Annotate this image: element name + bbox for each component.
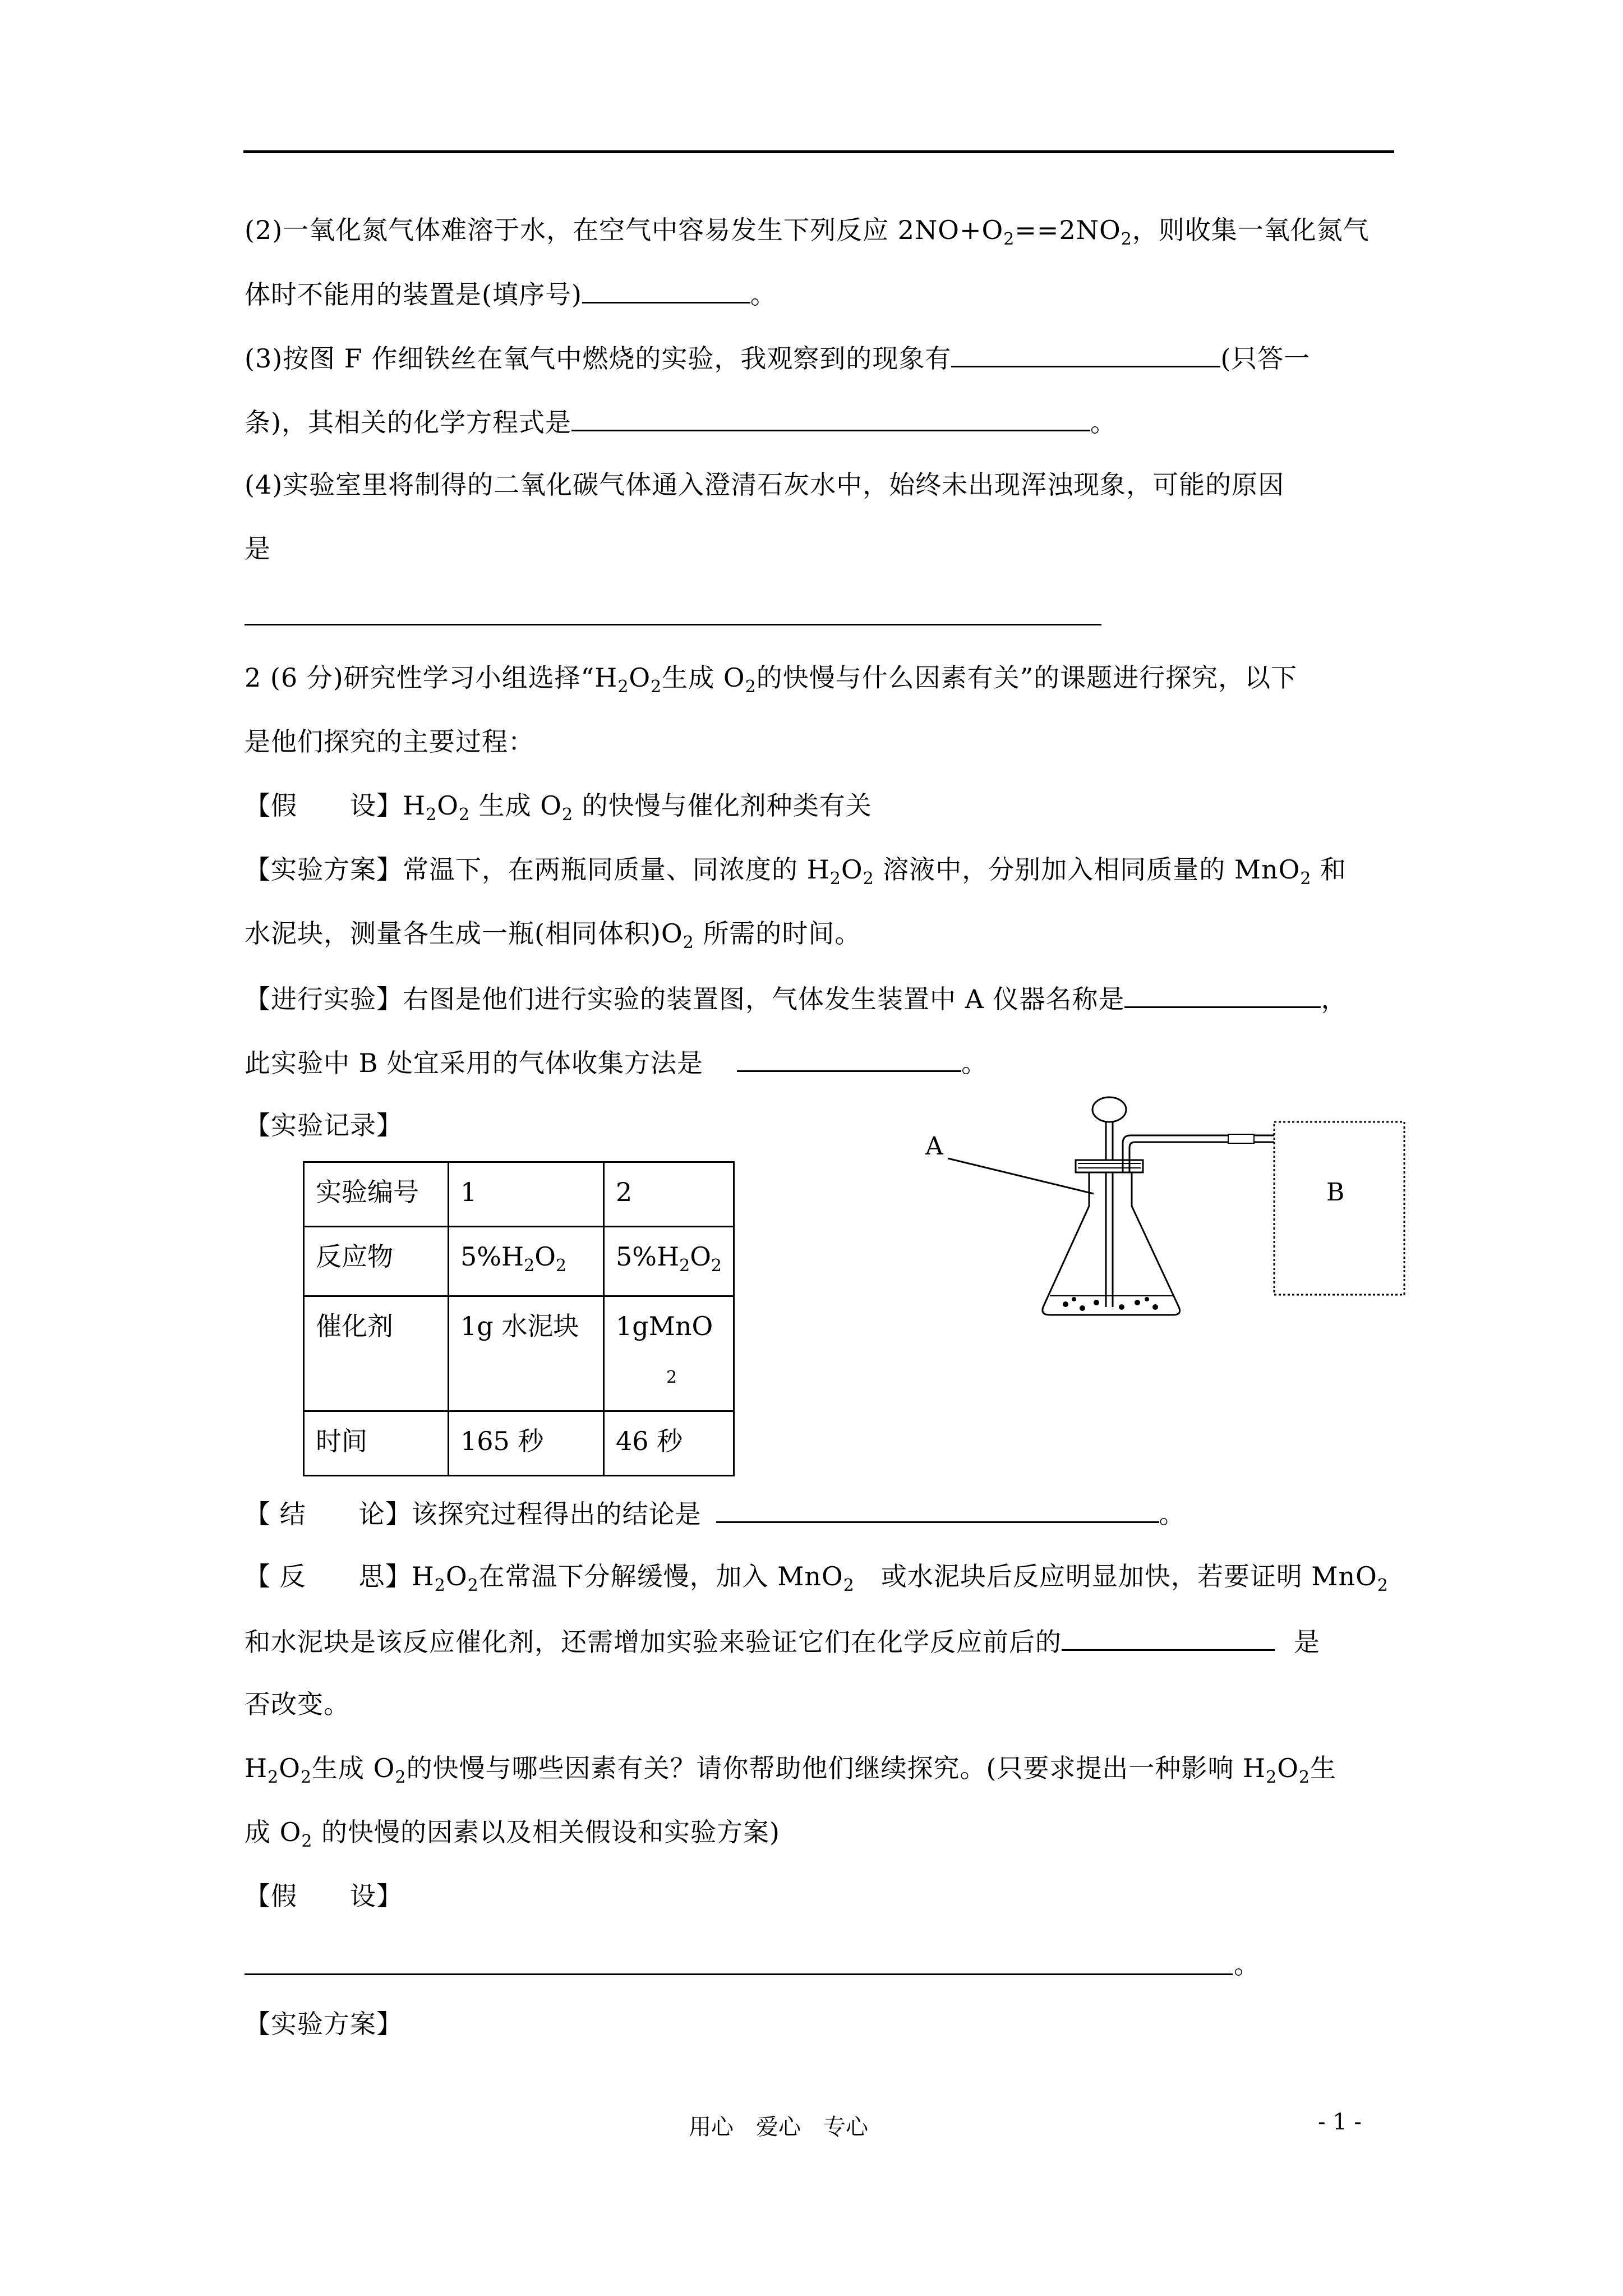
page-number: - 1 - bbox=[1318, 2109, 1362, 2135]
q2-hypothesis: 【假 设】$H_2O_2$ 生成 $O_2$ 的快慢与催化剂种类有关 bbox=[245, 790, 872, 825]
q2-record-label: 【实验记录】 bbox=[245, 1110, 403, 1140]
q2-plan2-label: 【实验方案】 bbox=[245, 2009, 403, 2039]
q1-part4-line2: 是 bbox=[245, 533, 271, 564]
answer-blank[interactable] bbox=[1124, 981, 1321, 1008]
q1-part2-line2: 体时不能用的装置是(填序号) 。 bbox=[245, 276, 777, 311]
table-row bbox=[304, 1411, 734, 1476]
answer-blank-long[interactable] bbox=[245, 1973, 1233, 1975]
table-row bbox=[304, 1296, 734, 1411]
answer-blank[interactable] bbox=[1062, 1623, 1275, 1651]
q2-intro-line1: 2 (6 分)研究性学习小组选择“$H_2O_2$生成 $O_2$的快慢与什么因素有关”的课题进行探究，以下 bbox=[245, 662, 1298, 697]
table-cell: 165 秒 bbox=[449, 1411, 604, 1476]
experiment-table bbox=[303, 1161, 735, 1476]
table-cell: 46 秒 bbox=[604, 1411, 734, 1476]
table-row bbox=[304, 1227, 734, 1296]
q2-reflection-line2: 和水泥块是该反应催化剂，还需增加实验来验证它们在化学反应前后的 是 bbox=[245, 1623, 1320, 1659]
q2-hypothesis2-label: 【假 设】 bbox=[245, 1881, 403, 1911]
table-cell: 2 bbox=[604, 1162, 734, 1227]
q2-hypothesis2-end: 。 bbox=[1234, 1949, 1260, 1980]
header-rule bbox=[243, 150, 1394, 153]
conical-flask bbox=[1043, 1172, 1180, 1315]
table-cell: 催化剂 bbox=[304, 1296, 449, 1411]
q2-intro-line2: 是他们探究的主要过程： bbox=[245, 726, 534, 757]
q2-experiment-line2: 此实验中 B 处宜采用的气体收集方法是 。 bbox=[245, 1045, 988, 1080]
box-b bbox=[1274, 1122, 1404, 1295]
footer-center: 用心 爱心 专心 bbox=[689, 2114, 868, 2140]
q2-reflection-line1: 【 反 思】$H_2O_2$在常温下分解缓慢，加入 MnO$_2$ 或水泥块后反应明显加快，若要证明 MnO$_2$ bbox=[245, 1561, 1389, 1595]
apparatus-diagram bbox=[925, 1094, 1430, 1329]
q2-plan-line2: 水泥块，测量各生成一瓶(相同体积)$O_2$ 所需的时间。 bbox=[245, 918, 861, 953]
q1-part4-line1: (4)实验室里将制得的二氧化碳气体通入澄清石灰水中，始终未出现浑浊现象，可能的原因 bbox=[245, 470, 1285, 500]
table-cell: 1g 水泥块 bbox=[449, 1296, 604, 1411]
label-b: B bbox=[1326, 1178, 1345, 1207]
q1-part2-line1: (2)一氧化氮气体难溶于水，在空气中容易发生下列反应 $2NO+O_2==2NO_2$，则收集一氧化氮气 bbox=[245, 215, 1370, 249]
q1-part3-line1: (3)按图 F 作细铁丝在氧气中燃烧的实验，我观察到的现象有 (只答一 bbox=[245, 340, 1310, 375]
table-cell: 时间 bbox=[304, 1411, 449, 1476]
stopper bbox=[1076, 1160, 1143, 1172]
table-cell: 反应物 bbox=[304, 1227, 449, 1296]
q1-part3-line2: 条)，其相关的化学方程式是 。 bbox=[245, 404, 1117, 439]
answer-blank[interactable] bbox=[571, 404, 1090, 431]
answer-blank[interactable] bbox=[951, 340, 1220, 367]
answer-blank[interactable] bbox=[737, 1045, 961, 1072]
table-cell: 实验编号 bbox=[304, 1162, 449, 1227]
q2-reflection-line3: 否改变。 bbox=[245, 1689, 350, 1719]
q2-continue-line2: 成 $O_2$ 的快慢的因素以及相关假设和实验方案) bbox=[245, 1817, 781, 1851]
label-a: A bbox=[925, 1132, 943, 1161]
table-cell: $5\%H_2O_2$ bbox=[449, 1227, 604, 1296]
table-row bbox=[304, 1162, 734, 1227]
q2-continue-line1: $H_2O_2$生成 $O_2$的快慢与哪些因素有关？请你帮助他们继续探究。(只要求提出一种影响 $H_2O_2$生 bbox=[245, 1753, 1337, 1787]
q2-experiment-line1: 【进行实验】右图是他们进行实验的装置图，气体发生装置中 A 仪器名称是 ， bbox=[245, 981, 1347, 1016]
catalyst-particles bbox=[1063, 1297, 1158, 1311]
answer-blank[interactable] bbox=[716, 1496, 1159, 1523]
table-cell: 1 bbox=[449, 1162, 604, 1227]
funnel-bulb bbox=[1092, 1097, 1126, 1122]
q2-plan-line1: 【实验方案】常温下，在两瓶同质量、同浓度的 $H_2O_2$ 溶液中，分别加入相同质量的 MnO$_2$ 和 bbox=[245, 854, 1347, 889]
table-cell: 1gMnO 2 bbox=[604, 1296, 734, 1411]
answer-blank-long[interactable] bbox=[245, 624, 1101, 625]
answer-blank[interactable] bbox=[582, 276, 750, 303]
q2-conclusion: 【 结 论】该探究过程得出的结论是 。 bbox=[245, 1496, 1186, 1531]
table-cell: $5\%H_2O_2$ bbox=[604, 1227, 734, 1296]
